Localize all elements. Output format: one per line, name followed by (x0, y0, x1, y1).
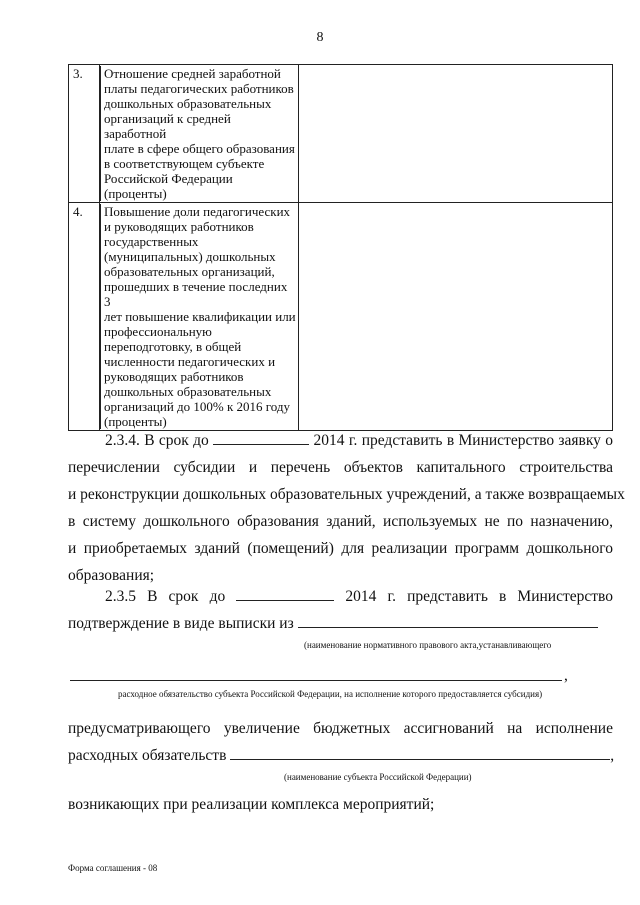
indicator-line: численности педагогических и (104, 354, 276, 369)
indicator-line: профессиональную (104, 324, 212, 339)
paragraph-line: и реконструкции дошкольных образовательных учреждений, а также возвращаемых (68, 486, 625, 503)
indicator-line: дошкольных образовательных (104, 96, 272, 111)
table-row (69, 65, 613, 203)
indicator-value (299, 203, 613, 431)
subject-caption: (наименование субъекта Российской Федерации) (284, 772, 472, 782)
paragraph-2-3-5 (68, 583, 613, 637)
form-footer: Форма соглашения - 08 (68, 863, 158, 873)
row-number: 3. (69, 65, 100, 203)
paragraph-line: перечислении субсидии и перечень объектов капитального строительства (68, 459, 613, 476)
indicator-line: прошедших в течение последних 3 (104, 279, 288, 309)
indicator-name (100, 203, 299, 431)
paragraph-line (68, 427, 613, 454)
indicator-line: переподготовку, в общей (104, 339, 242, 354)
paragraph-line: и приобретаемых зданий (помещений) для реализации программ дошкольного (68, 540, 613, 557)
paragraph-line (68, 583, 613, 610)
page-number: 8 (316, 30, 324, 45)
indicator-line: (проценты) (104, 186, 167, 201)
act-name-blank[interactable] (298, 613, 598, 628)
indicator-line: организаций к средней заработной (104, 111, 231, 141)
indicator-value (299, 65, 613, 203)
obligation-caption: расходное обязательство субъекта Российской Федерации, на исполнение которого предоставляется субсидия) (118, 689, 543, 699)
paragraph-line: возникающих при реализации комплекса мероприятий; (68, 796, 435, 813)
table-row (69, 203, 613, 431)
comma: , (564, 667, 568, 684)
paragraph-2-3-4 (68, 427, 625, 589)
paragraph-line (68, 742, 613, 769)
paragraph-line: в систему дошкольного образования зданий, используемых не по назначению, (68, 513, 613, 530)
paragraph-2-3-5-continued (68, 715, 613, 769)
indicator-line: лет повышение квалификации или (104, 309, 296, 324)
indicator-line: платы педагогических работников (104, 81, 294, 96)
comma: , (610, 747, 615, 764)
indicator-name (100, 65, 299, 203)
row-number: 4. (69, 203, 100, 431)
date-blank[interactable] (213, 430, 309, 445)
paragraph-text: 2014 г. представить в Министерство (345, 588, 613, 605)
indicator-line: плате в сфере общего образования (104, 141, 295, 156)
indicator-line: Отношение средней заработной (104, 66, 281, 81)
indicator-line: организаций до 100% к 2016 году (104, 399, 291, 414)
indicator-line: в соответствующем субъекте (104, 156, 265, 171)
indicator-line: (проценты) (104, 414, 167, 429)
indicator-line: Повышение доли педагогических (104, 204, 291, 219)
paragraph-text: расходных обязательств (68, 747, 227, 764)
indicator-line: (муниципальных) дошкольных (104, 249, 276, 264)
indicator-line: образовательных организаций, (104, 264, 275, 279)
paragraph-text: 2.3.5 В срок до (105, 588, 226, 605)
paragraph-text: 2014 г. представить в Министерство заявку о (313, 432, 614, 449)
indicator-line: Российской Федерации (104, 171, 233, 186)
subject-name-blank[interactable] (230, 745, 610, 760)
paragraph-text: подтверждение в виде выписки из (68, 615, 294, 632)
act-name-continuation-blank[interactable] (70, 680, 562, 681)
indicator-line: государственных (104, 234, 199, 249)
indicator-line: и руководящих работников (104, 219, 254, 234)
indicator-line: руководящих работников (104, 369, 244, 384)
paragraph-line (68, 610, 613, 637)
indicators-table (68, 64, 613, 431)
paragraph-text: 2.3.4. В срок до (105, 432, 209, 449)
paragraph-line: предусматривающего увеличение бюджетных ассигнований на исполнение (68, 720, 613, 737)
paragraph-line: образования; (68, 567, 155, 584)
indicator-line: дошкольных образовательных (104, 384, 272, 399)
act-name-caption: (наименование нормативного правового акта,устанавливающего (304, 640, 552, 650)
date-blank[interactable] (236, 586, 334, 601)
